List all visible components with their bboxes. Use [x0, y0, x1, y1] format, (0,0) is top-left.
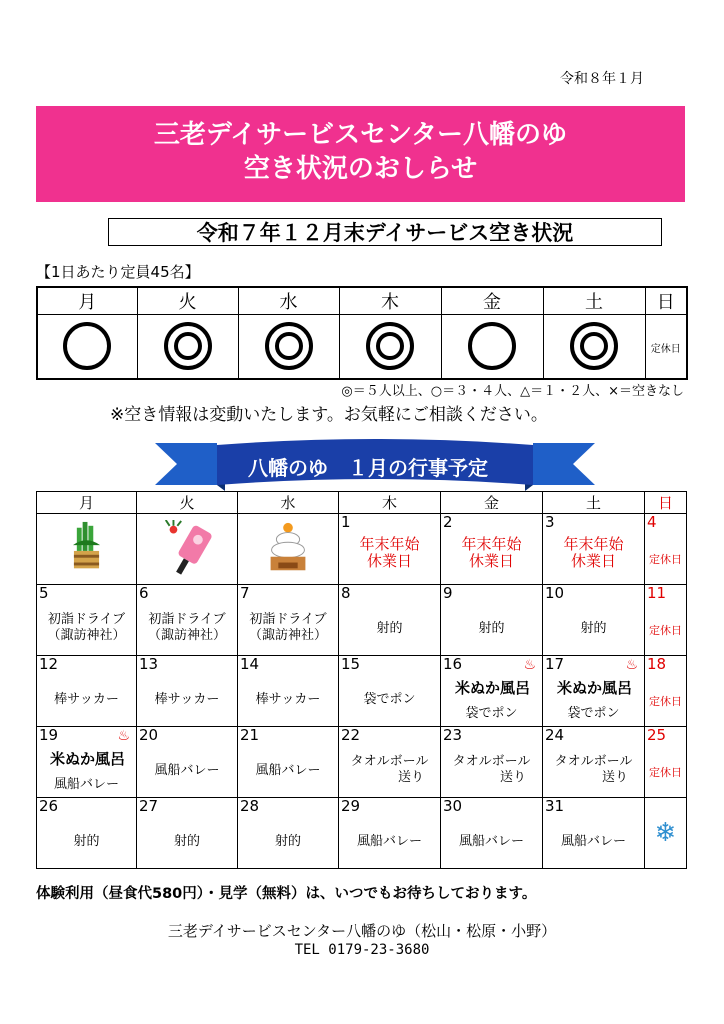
day-number: 1 [341, 513, 351, 531]
day-number: 29 [341, 797, 361, 815]
day-number: 28 [240, 797, 260, 815]
event-label: タオルボール 送り [554, 754, 633, 785]
calendar-cell-sunday [645, 514, 687, 585]
rice-bran-bath-label: 米ぬか風呂 [454, 679, 530, 697]
calendar-cell [543, 514, 645, 585]
holiday-label: 年末年始 休業日 [563, 535, 624, 570]
calendar-cell [238, 798, 339, 869]
issue-date: 令和８年１月 [560, 71, 644, 87]
vacancy-day-wed: 水 [238, 287, 339, 315]
calendar-cell [441, 798, 543, 869]
day-number: 2 [443, 513, 453, 531]
calendar-cell-sunday [645, 727, 687, 798]
day-number: 15 [341, 655, 361, 673]
day-number: 9 [443, 584, 453, 602]
calendar-cell-sunday [645, 656, 687, 727]
day-number: 27 [139, 797, 159, 815]
rice-bran-bath-label: 米ぬか風呂 [556, 679, 632, 697]
event-label: 初詣ドライブ （諏訪神社） [248, 612, 327, 643]
calendar-cell [339, 585, 441, 656]
calendar-day-header: 日 [645, 492, 687, 514]
holiday-label: 年末年始 休業日 [359, 535, 420, 570]
calendar-cell [137, 585, 238, 656]
calendar-cell [441, 656, 543, 727]
capacity-note: 【1日あたり定員45名】 [36, 263, 200, 281]
single-circle-icon [468, 322, 516, 370]
change-note: ※空き情報は変動いたします。お気軽にご相談ください。 [110, 405, 548, 425]
day-number: 14 [240, 655, 260, 673]
event-label: 棒サッカー [154, 692, 220, 707]
rice-bran-bath-label: 米ぬか風呂 [49, 750, 125, 768]
calendar-cell [137, 727, 238, 798]
closed-label: 定休日 [649, 695, 682, 708]
calendar-cell [339, 798, 441, 869]
event-label: 射的 [376, 621, 403, 636]
vacancy-mon [37, 315, 137, 379]
event-label: 袋でポン [465, 706, 518, 721]
calendar-cell [37, 798, 137, 869]
day-number: 3 [545, 513, 555, 531]
hot-spring-icon: ♨ [117, 728, 130, 744]
vacancy-day-sat: 土 [543, 287, 645, 315]
hagoita-icon [137, 520, 237, 580]
calendar-day-header: 金 [441, 492, 543, 514]
day-number: 24 [545, 726, 565, 744]
vacancy-day-fri: 金 [441, 287, 543, 315]
calendar-cell [137, 514, 238, 585]
day-number: 19 [39, 726, 59, 744]
calendar-cell [238, 585, 339, 656]
event-label: 射的 [73, 834, 100, 849]
phone-number: TEL 0179-23-3680 [294, 942, 430, 958]
vacancy-table [36, 286, 688, 380]
title-banner [36, 106, 685, 202]
center-name: 三老デイサービスセンター八幡のゆ [153, 120, 568, 150]
calendar-day-header: 水 [238, 492, 339, 514]
calendar-cell [37, 656, 137, 727]
closed-label: 定休日 [649, 553, 682, 566]
holiday-label: 年末年始 休業日 [461, 535, 522, 570]
event-label: 風船バレー [255, 763, 321, 778]
day-number: 8 [341, 584, 351, 602]
calendar-cell [645, 798, 687, 869]
vacancy-day-sun: 日 [645, 287, 687, 315]
calendar-cell [238, 727, 339, 798]
day-number: 7 [240, 584, 250, 602]
double-circle-icon [366, 322, 414, 370]
calendar-cell [339, 727, 441, 798]
calendar-day-header: 木 [339, 492, 441, 514]
closed-label: 定休日 [650, 343, 681, 355]
day-number: 11 [647, 584, 667, 602]
calendar-cell [37, 727, 137, 798]
calendar-day-header: 月 [37, 492, 137, 514]
day-number: 25 [647, 726, 667, 744]
day-number: 17 [545, 655, 565, 673]
event-label: 射的 [580, 621, 607, 636]
calendar-cell [543, 585, 645, 656]
vacancy-wed [238, 315, 339, 379]
vacancy-day-mon: 月 [37, 287, 137, 315]
event-label: 棒サッカー [255, 692, 321, 707]
day-number: 31 [545, 797, 565, 815]
event-label: 射的 [478, 621, 505, 636]
day-number: 30 [443, 797, 463, 815]
vacancy-day-thu: 木 [339, 287, 441, 315]
day-number: 5 [39, 584, 49, 602]
event-label: 射的 [173, 834, 200, 849]
day-number: 23 [443, 726, 463, 744]
hot-spring-icon: ♨ [625, 657, 638, 673]
closed-label: 定休日 [649, 624, 682, 637]
event-label: 風船バレー [458, 834, 524, 849]
event-label: 風船バレー [356, 834, 422, 849]
calendar-cell [339, 514, 441, 585]
hot-spring-icon: ♨ [523, 657, 536, 673]
event-calendar [36, 491, 687, 869]
day-number: 18 [647, 655, 667, 673]
event-label: 風船バレー [154, 763, 220, 778]
event-label: 風船バレー [53, 777, 119, 792]
notice-title: 空き状況のおしらせ [243, 154, 478, 184]
event-label: 射的 [274, 834, 301, 849]
calendar-cell [37, 514, 137, 585]
calendar-cell [238, 514, 339, 585]
calendar-title: 八幡のゆ １月の行事予定 [248, 456, 488, 480]
calendar-cell-sunday [645, 585, 687, 656]
vacancy-thu [339, 315, 441, 379]
day-number: 26 [39, 797, 59, 815]
day-number: 4 [647, 513, 657, 531]
double-circle-icon [265, 322, 313, 370]
calendar-day-header: 火 [137, 492, 238, 514]
vacancy-sat [543, 315, 645, 379]
day-number: 12 [39, 655, 59, 673]
day-number: 20 [139, 726, 159, 744]
day-number: 13 [139, 655, 159, 673]
event-label: 棒サッカー [54, 692, 119, 707]
double-circle-icon [164, 322, 212, 370]
calendar-cell [543, 656, 645, 727]
calendar-cell [441, 514, 543, 585]
event-label: タオルボール 送り [452, 754, 531, 785]
day-number: 6 [139, 584, 149, 602]
trial-note: 体験利用（昼食代580円）・見学（無料）は、いつでもお待ちしております。 [36, 886, 537, 902]
vacancy-legend: ◎＝５人以上、○＝３・４人、△＝１・２人、×＝空きなし [341, 384, 684, 399]
calendar-day-header: 土 [543, 492, 645, 514]
event-label: タオルボール 送り [350, 754, 429, 785]
org-info: 三老デイサービスセンター八幡のゆ（松山・松原・小野） [167, 922, 557, 940]
calendar-cell [339, 656, 441, 727]
double-circle-icon [570, 322, 618, 370]
calendar-cell [441, 727, 543, 798]
single-circle-icon [63, 322, 111, 370]
vacancy-heading: 令和７年１２月末デイサービス空き状況 [108, 218, 662, 246]
day-number: 10 [545, 584, 565, 602]
calendar-cell [238, 656, 339, 727]
event-label: 袋でポン [363, 692, 416, 707]
vacancy-fri [441, 315, 543, 379]
snowflake-icon: ❄ [654, 818, 677, 848]
kagami-icon [238, 520, 338, 580]
calendar-cell [543, 798, 645, 869]
calendar-cell [543, 727, 645, 798]
calendar-cell [137, 656, 238, 727]
calendar-cell [441, 585, 543, 656]
day-number: 21 [240, 726, 260, 744]
closed-label: 定休日 [649, 766, 682, 779]
event-label: 袋でポン [567, 706, 620, 721]
vacancy-sun [645, 315, 687, 379]
kadomatsu-icon [37, 520, 136, 580]
calendar-cell [37, 585, 137, 656]
event-label: 初詣ドライブ （諏訪神社） [147, 612, 226, 643]
vacancy-tue [137, 315, 238, 379]
event-label: 初詣ドライブ （諏訪神社） [47, 612, 126, 643]
event-label: 風船バレー [560, 834, 626, 849]
day-number: 22 [341, 726, 361, 744]
calendar-cell [137, 798, 238, 869]
vacancy-day-tue: 火 [137, 287, 238, 315]
day-number: 16 [443, 655, 463, 673]
